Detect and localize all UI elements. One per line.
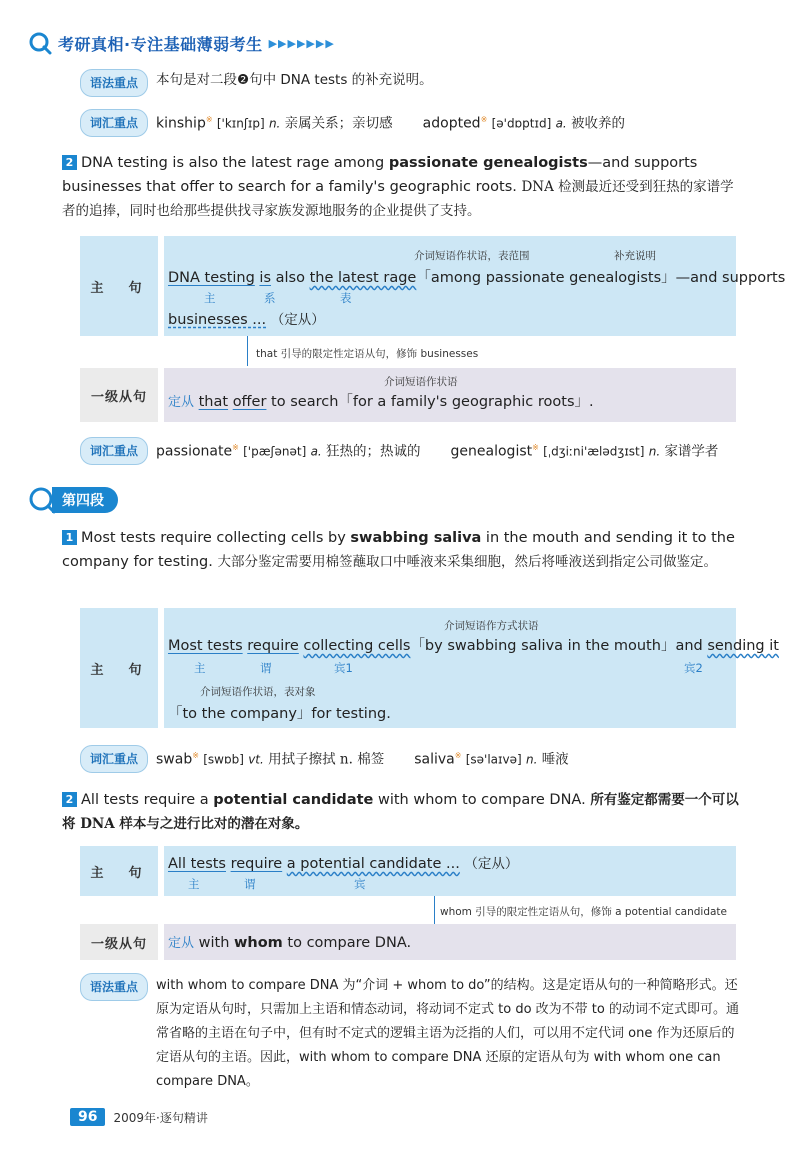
sentence-paragraph: 1 Most tests require collecting cells by swabbing saliva in the mouth and sending it to the company for testing. 大部分鉴定需要用棉签蘸取口中唾液来采集细胞，然后将唾液送到指定公司做鉴定。 [62,530,735,570]
sub-clause-label: 一级从句 [80,368,158,422]
sentence-line: businesses ... （定从） [168,312,325,328]
sentence-line: 「to the company」for testing. [168,706,391,722]
page-number: 96 [70,1108,105,1126]
sentence-line: 定从 that offer to search「for a family's geographic roots」. [168,394,594,410]
vocab-row-1 [80,110,655,137]
role-label: 宾1 [334,661,353,675]
connector-note: that 引导的限定性定语从句，修饰 businesses [256,348,479,360]
role-label: 主 [204,291,216,305]
role-label: 表 [340,291,352,305]
vocab-item: saliva※ [sə'laɪvə] n. 唾液 [414,751,569,768]
chinese-translation: DNA 检测最近还受到狂热的家谱学者的追捧，同时也给那些提供找寻家族发源地服务的企业提供了支持。 [62,179,734,219]
main-clause-label: 主 句 [80,236,158,336]
grammar-tag: 语法重点 [80,69,148,97]
grammar-tag: 语法重点 [80,973,148,1001]
magnifier-logo-icon [28,31,52,55]
sub-clause-box [80,368,736,422]
role-label: 宾2 [684,661,703,675]
grammar-note-text: with whom to compare DNA 为“介词 + whom to do”的结构。这是定语从句的一种简略形式。还原为定语从句时，只需加上主语和情态动词，将动词不定式 to do 改为不带 to 的动词不定式即可。通常省略的主语在句子中，但有时不定式的逻辑主语为泛指的人们，可以用不定代词 one 作为还原后的定语从句的主语。因此，with whom to compare DNA 还原的定语从句为 with whom one can compare DNA。 [156,978,739,1089]
vocab-tag: 词汇重点 [80,745,148,773]
grammar-note-1 [80,70,433,97]
sub-clause-box [80,924,736,960]
vocab-item: kinship※ ['kɪnʃɪp] n. 亲属关系；亲切感 [156,115,393,132]
main-clause-box [80,846,736,896]
chinese-translation: 大部分鉴定需要用棉签蘸取口中唾液来采集细胞，然后将唾液送到指定公司做鉴定。 [217,554,717,570]
sentence-line: All tests require a potential candidate ... （定从） [168,856,519,872]
sentence-number: 1 [62,530,77,545]
chinese-translation: 所有鉴定都需要一个可以将 DNA 样本与之进行比对的潜在对象。 [62,792,739,832]
sentence-number: 2 [62,792,77,807]
main-clause-label: 主 句 [80,608,158,728]
vocab-row-2 [80,438,748,465]
vocab-item: adopted※ [ə'dɒptɪd] a. 被收养的 [422,115,626,132]
annotation: 补充说明 [614,250,656,262]
role-label: 谓 [260,661,272,675]
vocab-item: genealogist※ [ˌdʒiːni'ælədʒɪst] n. 家谱学者 [450,443,719,460]
header-arrows: ▶▶▶▶▶▶▶ [268,36,335,50]
role-label: 谓 [244,877,256,891]
footer-title: 2009年·逐句精讲 [113,1110,208,1125]
connector-note: whom 引导的限定性定语从句，修饰 a potential candidate [440,906,728,918]
sentence-line: DNA testing is also the latest rage「among passionate genealogists」—and supports [168,270,786,286]
vocab-tag: 词汇重点 [80,437,148,465]
header-title: 考研真相·专注基础薄弱考生 [58,34,263,54]
vocab-row-3 [80,746,599,773]
section-header [28,486,118,514]
connector-line [247,336,248,366]
grammar-note-2 [80,974,744,1094]
annotation: 介词短语作方式状语 [444,620,539,632]
role-label: 系 [264,291,276,305]
annotation: 介词短语作状语，表范围 [414,250,530,262]
role-label: 主 [188,877,200,891]
page-footer [70,1108,208,1126]
main-clause-label: 主 句 [80,846,158,896]
main-clause-box [80,608,779,728]
main-clause-box [80,236,786,336]
sentence-line: Most tests require collecting cells「by swabbing saliva in the mouth」and sending it [168,638,779,654]
annotation: 介词短语作状语，表对象 [200,686,316,698]
sentence-paragraph: 2 DNA testing is also the latest rage among passionate genealogists—and supports businesses that offer to search for a family's geographic roots. DNA 检测最近还受到狂热的家谱学者的追捧，同时也给那些提供找寻家族发源地服务的企业提供了支持。 [62,155,734,219]
sentence-paragraph: 2 All tests require a potential candidate with whom to compare DNA. 所有鉴定都需要一个可以将 DNA 样本与之进行比对的潜在对象。 [62,792,739,832]
role-label: 主 [194,661,206,675]
role-label: 宾 [354,877,366,891]
vocab-item: passionate※ ['pæʃənət] a. 狂热的；热诚的 [156,443,421,460]
section-title: 第四段 [52,487,118,513]
sentence-line: 定从 with whom to compare DNA. [168,935,412,951]
sub-clause-label: 一级从句 [80,924,158,960]
vocab-tag: 词汇重点 [80,109,148,137]
sentence-number: 2 [62,155,77,170]
connector-line [434,896,435,924]
annotation: 介词短语作状语 [384,376,458,388]
vocab-item: swab※ [swɒb] vt. 用拭子擦拭 n. 棉签 [156,751,385,768]
page-header [28,30,335,56]
grammar-note-text: 本句是对二段❷句中 DNA tests 的补充说明。 [156,72,433,88]
